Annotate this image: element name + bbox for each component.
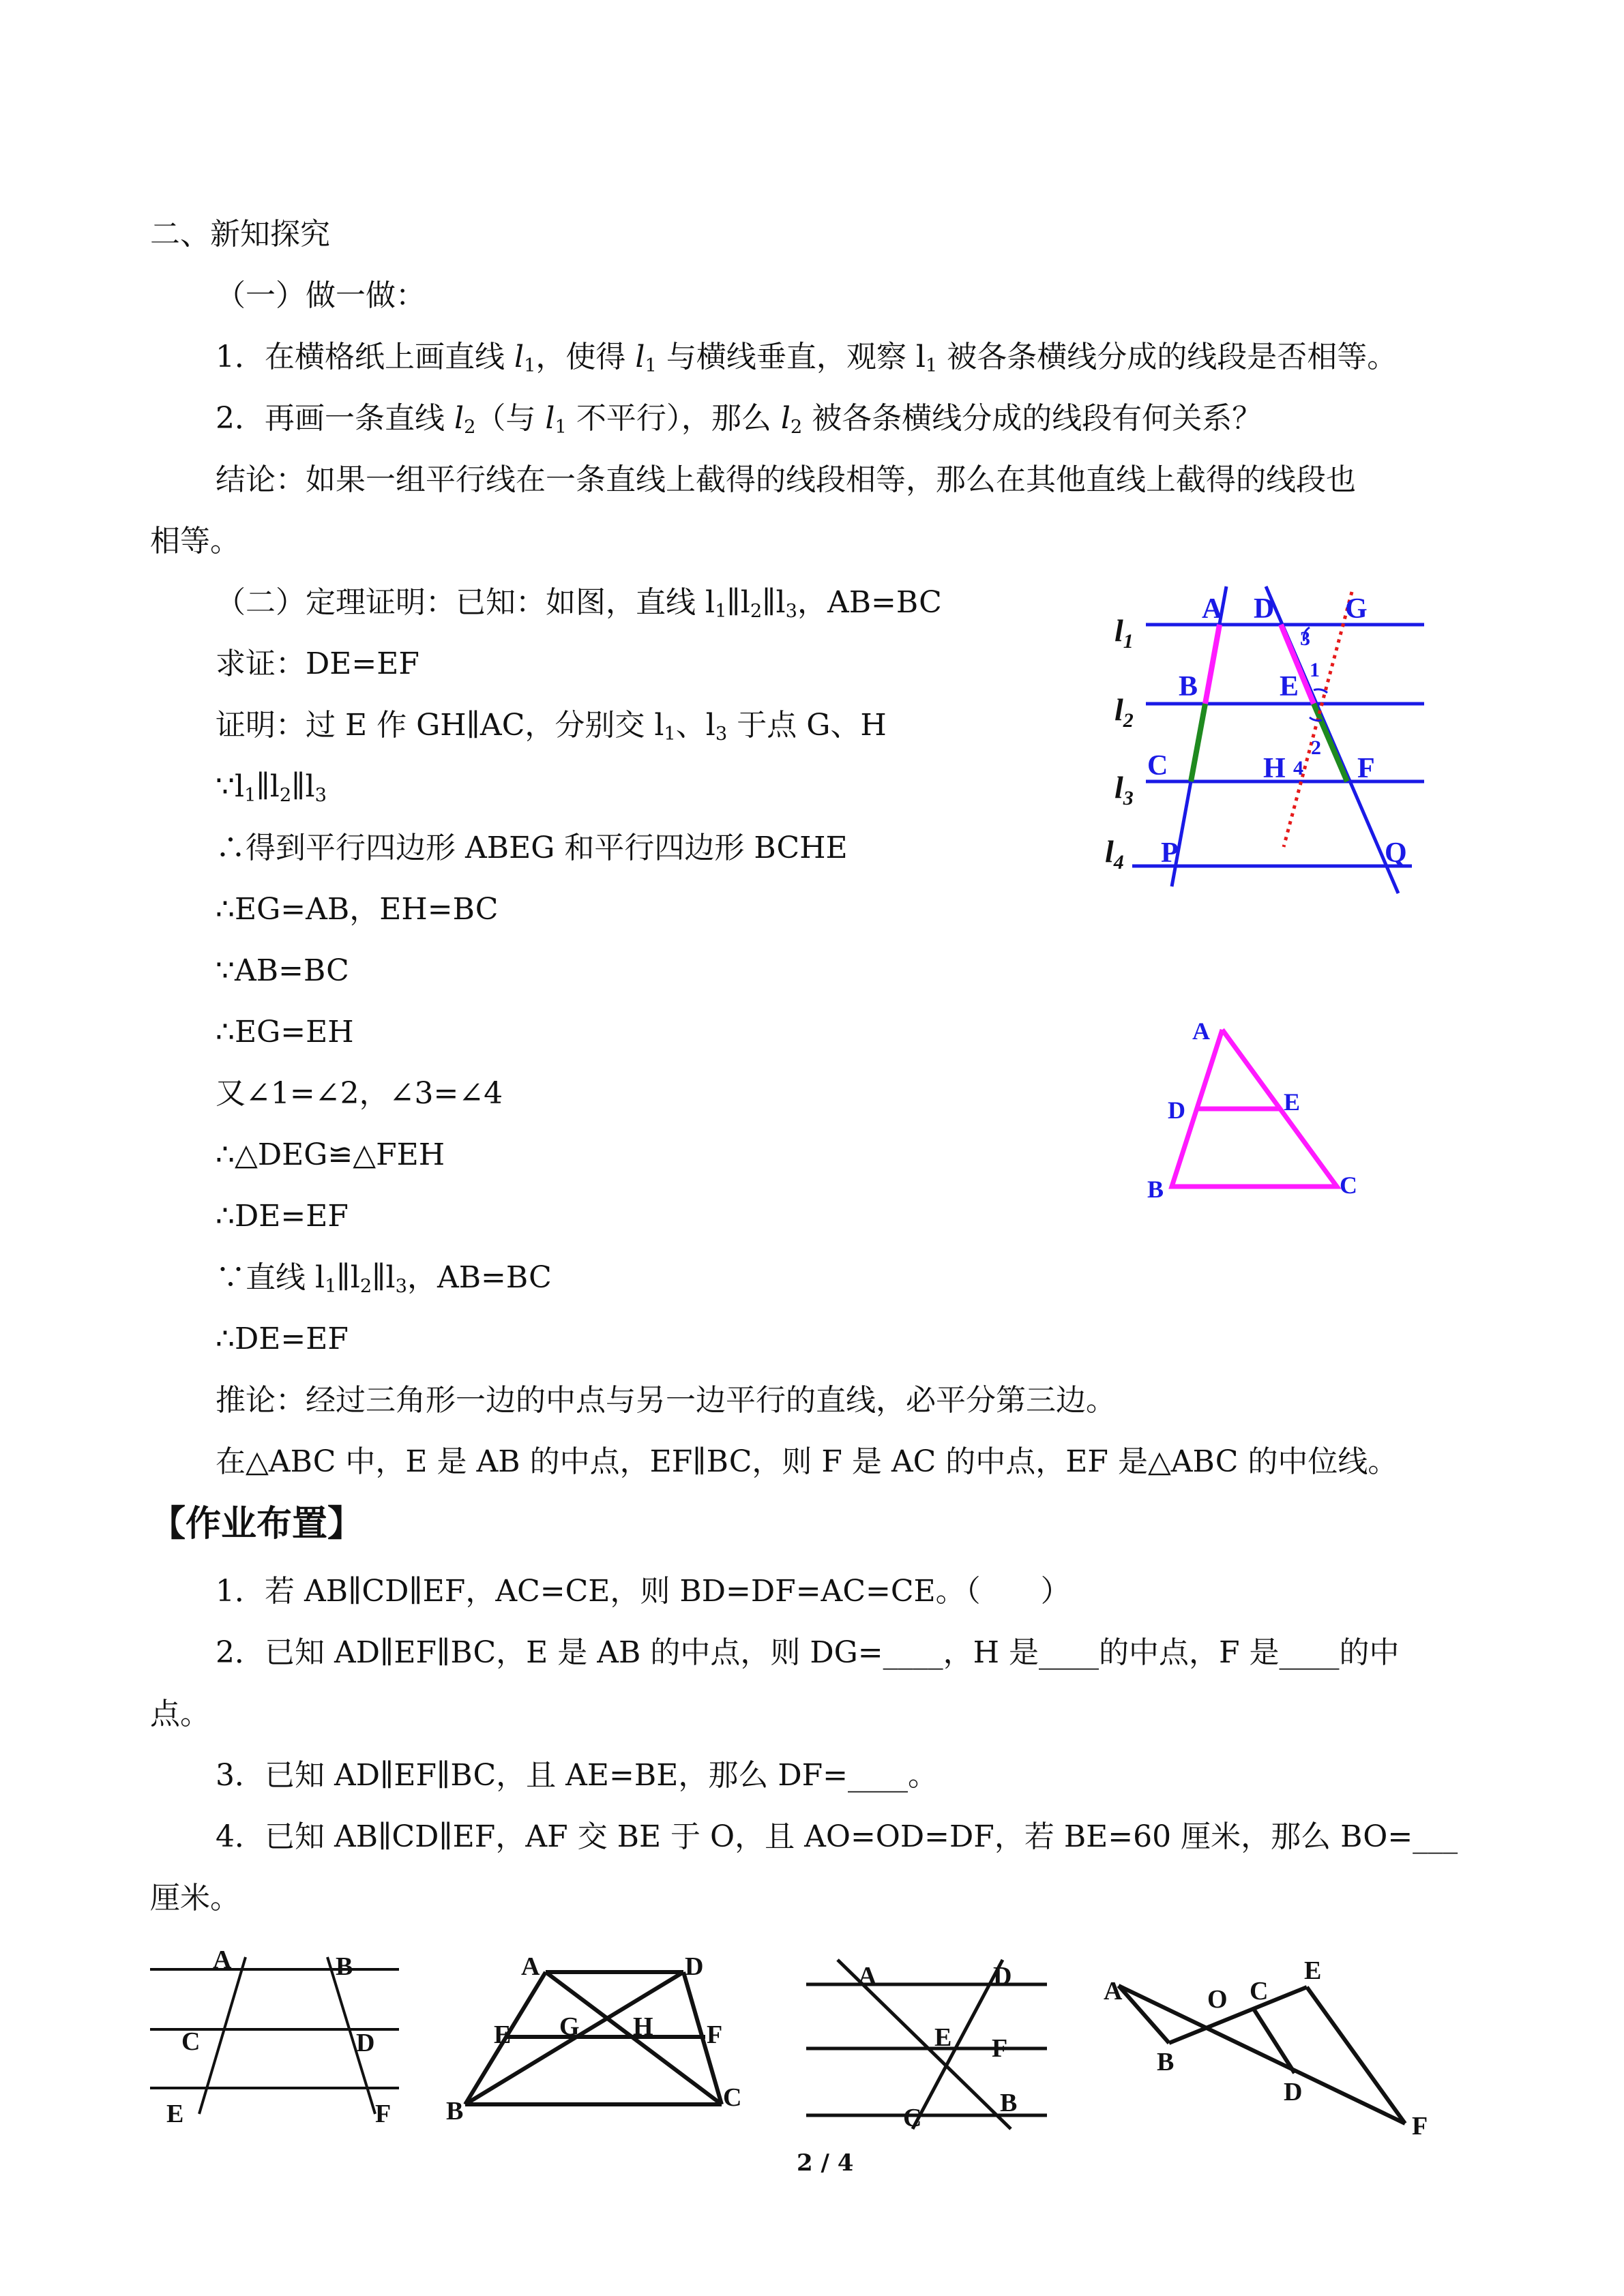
homework-2-line-1: 2．已知 AD∥EF∥BC，E 是 AB 的中点，则 DG=____，H 是____的中点，F 是____的中 [216,1635,1400,1670]
proof-step-10: ∵直线 $l_1\parallel l_2\parallel l_3$，AB=BC [216,1260,552,1297]
proof-step-9: ∴DE=EF [216,1199,349,1234]
label-a: A [1202,593,1223,625]
label-b: B [1147,1176,1164,1203]
label-d: D [1284,2078,1303,2106]
paragraph-1: 1．在横格纸上画直线 $l_1$，使得 $l_1$ 与横线垂直，观察 $l_1$ 被各条横线分成的线段是否相等。 [216,340,1398,376]
proof-step-7: 又∠1=∠2，∠3=∠4 [216,1076,503,1111]
angle-label-1: 1 [1310,659,1320,681]
homework-4-line-1: 4．已知 AB∥CD∥EF，AF 交 BE 于 O，且 AO=OD=DF，若 BE=60 厘米，那么 BO=___ [216,1819,1458,1854]
homework-title: 【作业布置】 [150,1504,364,1545]
label-c: C [1340,1172,1357,1199]
homework-figure-2 [443,1943,764,2134]
label-e: E [494,2021,512,2049]
homework-figure-1 [143,1943,409,2134]
proof-given: （二）定理证明：已知：如图，直线 $l_1\parallel l_2\parallel l_3$，AB=BC [216,585,942,622]
label-b: B [1179,671,1198,702]
proof-step-5: ∵AB=BC [216,953,349,988]
homework-figure-3 [798,1943,1057,2134]
label-f: F [375,2100,392,2128]
label-d: D [685,1952,704,1981]
label-b: B [336,1952,353,1981]
label-a: A [1104,1977,1123,2006]
corollary-example: 在△ABC 中，E 是 AB 的中点，EF∥BC，则 F 是 AC 的中点，EF 是△ABC 的中位线。 [216,1444,1398,1479]
conclusion-line-1: 结论：如果一组平行线在一条直线上截得的线段相等，那么在其他直线上截得的线段也 [216,462,1356,497]
page-number: 2 / 4 [797,2149,854,2177]
label-b: B [1157,2048,1175,2076]
label-e: E [1284,1088,1301,1116]
label-l3: $l_3$ [1114,770,1134,809]
homework-2-line-2: 点。 [150,1697,210,1731]
label-g: G [1345,593,1368,625]
label-l4: $l_4$ [1105,834,1124,874]
label-d: D [1168,1097,1185,1124]
angle-label-2: 2 [1311,736,1321,759]
label-c: C [903,2104,922,2132]
label-a: A [1192,1017,1210,1045]
label-c: C [1250,1977,1269,2006]
figure-parallel-lines [1105,573,1432,927]
label-a: A [213,1945,232,1974]
label-p: P [1161,837,1179,869]
label-l2: $l_2$ [1114,692,1134,732]
label-q: Q [1385,837,1407,869]
homework-3: 3．已知 AD∥EF∥BC，且 AE=BE，那么 DF=____。 [216,1758,939,1793]
proof-step-8: ∴△DEG≌△FEH [216,1137,445,1172]
label-o: O [1207,1985,1228,2014]
label-a: A [858,1962,877,1991]
homework-1: 1．若 AB∥CD∥EF，AC=CE，则 BD=DF=AC=CE。（ ） [216,1574,1071,1609]
label-f: F [707,2021,723,2049]
proof-step-4: ∴EG=AB，EH=BC [216,892,499,927]
label-h: H [1263,753,1286,784]
label-c: C [1147,750,1168,781]
label-d: D [356,2029,375,2057]
label-b: B [1000,2089,1018,2117]
label-f: F [992,2034,1008,2063]
angle-label-3: 3 [1300,627,1310,650]
label-h: H [633,2012,653,2041]
proof-prove: 求证：DE=EF [216,646,419,681]
label-c: C [181,2027,201,2056]
segment-bc [1191,704,1205,781]
label-b: B [446,2097,464,2126]
proof-step-2: $\because l_1\parallel l_2\parallel l_3$ [216,769,327,806]
conclusion-line-2: 相等。 [150,524,240,558]
homework-figure-4 [1098,1943,1453,2141]
figure-triangle-midline [1139,1016,1371,1221]
label-d: D [993,1962,1012,1991]
label-f: F [1357,753,1375,784]
label-e: E [1280,671,1299,702]
label-g: G [559,2012,580,2041]
angle-label-4: 4 [1293,757,1303,779]
homework-4-line-2: 厘米。 [150,1881,240,1915]
label-e: E [934,2023,952,2052]
label-f: F [1412,2112,1428,2141]
section-title: 二、新知探究 [150,217,330,252]
label-d: D [1254,593,1275,625]
paragraph-2: 2．再画一条直线 $l_2$（与 $l_1$ 不平行），那么 $l_2$ 被各条横线分成的线段有何关系？ [216,401,1263,438]
label-e: E [1304,1956,1322,1985]
label-e: E [166,2100,184,2128]
dotted-line-gh [1284,592,1352,847]
proof-step-1: 证明：过 E 作 GH∥AC，分别交 $l_1$、$l_3$ 于点 G、H [216,708,887,745]
proof-step-6: ∴EG=EH [216,1015,354,1049]
part1-title: （一）做一做： [216,278,426,313]
proof-step-3: ∴得到平行四边形 ABEG 和平行四边形 BCHE [216,831,848,865]
proof-step-11: ∴DE=EF [216,1322,349,1356]
label-c: C [723,2083,742,2112]
corollary: 推论：经过三角形一边的中点与另一边平行的直线，必平分第三边。 [216,1383,1116,1418]
segment-ab [1205,625,1220,704]
label-a: A [521,1952,540,1981]
label-l1: $l_1$ [1114,613,1134,653]
